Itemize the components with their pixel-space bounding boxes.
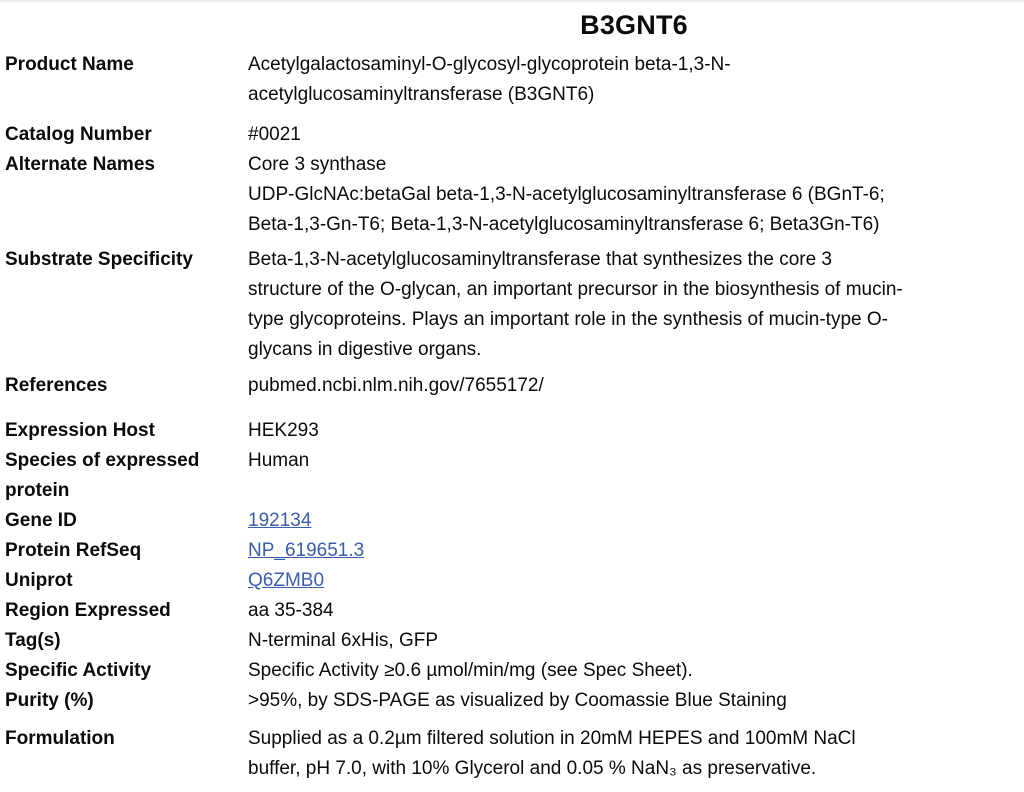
row-label-product-name: Product Name [5,54,134,75]
protein-refseq-link[interactable]: NP_619651.3 [248,540,365,561]
row-value-references [248,371,1020,401]
row-value-line [248,80,1020,110]
alternate-names-text: Core 3 synthase [248,154,387,175]
row-label-purity: Purity (%) [5,690,94,711]
page-title: B3GNT6 [580,10,688,40]
row-catalog-number [5,120,1020,150]
datasheet-page [0,2,1024,784]
row-value-line [248,120,1020,150]
formulation-text: buffer, pH 7.0, with 10% Glycerol and 0.05 % NaN₃ as preservative. [248,758,817,779]
row-value-line [248,275,1020,305]
row-value-substrate-specificity [248,245,1020,365]
row-value-line [248,446,1020,476]
row-label-references: References [5,375,108,396]
alternate-names-text: Beta-1,3-Gn-T6; Beta-1,3-N-acetylglucosaminyltransferase 6; Beta3Gn-T6) [248,214,880,235]
row-label-gene-id: Gene ID [5,510,77,531]
product-name-text: Acetylgalactosaminyl-O-glycosyl-glycoprotein beta-1,3-N- [248,54,731,75]
row-value-line [248,335,1020,365]
row-label-uniprot: Uniprot [5,570,73,591]
row-protein-refseq [5,536,1020,566]
product-name-text: acetylglucosaminyltransferase (B3GNT6) [248,84,595,105]
row-value-alternate-names [248,150,1020,240]
row-value-line [248,416,1020,446]
row-value-uniprot [248,566,1020,596]
row-value-line [248,536,1020,566]
alternate-names-text: UDP-GlcNAc:betaGal beta-1,3-N-acetylglucosaminyltransferase 6 (BGnT-6; [248,184,885,205]
row-label-substrate-specificity: Substrate Specificity [5,249,193,270]
row-value-expression-host [248,416,1020,446]
row-value-line [248,180,1020,210]
row-value-line [248,506,1020,536]
row-alternate-names [5,150,1020,240]
row-formulation [5,724,1020,784]
row-value-gene-id [248,506,1020,536]
row-value-tags [248,626,1020,656]
gene-id-link[interactable]: 192134 [248,510,312,531]
specific-activity-text: Specific Activity ≥0.6 µmol/min/mg (see Spec Sheet). [248,660,693,681]
purity-text: >95%, by SDS-PAGE as visualized by Coomassie Blue Staining [248,690,787,711]
row-uniprot [5,566,1020,596]
row-gene-id [5,506,1020,536]
row-value-catalog-number [248,120,1020,150]
row-region-expressed [5,596,1020,626]
row-value-product-name [248,50,1020,110]
row-label-protein-refseq: Protein RefSeq [5,540,142,561]
formulation-text: Supplied as a 0.2µm filtered solution in 20mM HEPES and 100mM NaCl [248,728,856,749]
row-value-protein-refseq [248,536,1020,566]
row-value-formulation [248,724,1020,784]
substrate-specificity-text: glycans in digestive organs. [248,339,482,360]
region-expressed-text: aa 35-384 [248,600,334,621]
row-value-line [248,50,1020,80]
row-label-catalog-number: Catalog Number [5,124,152,145]
row-value-line [248,566,1020,596]
references-text: pubmed.ncbi.nlm.nih.gov/7655172/ [248,375,544,396]
row-value-line [248,210,1020,240]
row-value-line [248,724,1020,754]
row-value-purity [248,686,1020,716]
substrate-specificity-text: structure of the O-glycan, an important precursor in the biosynthesis of mucin- [248,279,903,300]
spec-table [5,50,1020,784]
row-value-line [248,626,1020,656]
row-specific-activity [5,656,1020,686]
row-value-line [248,305,1020,335]
row-label-formulation: Formulation [5,728,115,749]
row-label-alternate-names: Alternate Names [5,154,155,175]
species-of-expressed-protein-text: Human [248,450,310,471]
row-label-expression-host: Expression Host [5,420,155,441]
row-value-line [248,754,1020,784]
row-label-region-expressed: Region Expressed [5,600,171,621]
row-purity [5,686,1020,716]
row-value-specific-activity [248,656,1020,686]
row-value-region-expressed [248,596,1020,626]
row-value-line [248,150,1020,180]
catalog-number-text: #0021 [248,124,301,145]
row-expression-host [5,416,1020,446]
row-tags [5,626,1020,656]
row-value-line [248,371,1020,401]
row-references [5,371,1020,401]
expression-host-text: HEK293 [248,420,319,441]
row-product-name [5,50,1020,110]
row-substrate-specificity [5,245,1020,365]
uniprot-link[interactable]: Q6ZMB0 [248,570,325,591]
row-value-species-of-expressed-protein [248,446,1020,476]
substrate-specificity-text: Beta-1,3-N-acetylglucosaminyltransferase that synthesizes the core 3 [248,249,832,270]
row-species-of-expressed-protein [5,446,1020,506]
substrate-specificity-text: type glycoproteins. Plays an important role in the synthesis of mucin-type O- [248,309,888,330]
row-label-tags: Tag(s) [5,630,61,651]
row-label-specific-activity: Specific Activity [5,660,152,681]
tags-text: N-terminal 6xHis, GFP [248,630,439,651]
row-value-line [248,596,1020,626]
row-value-line [248,245,1020,275]
row-label-species-of-expressed-protein: Species of expressed protein [5,450,200,501]
row-value-line [248,656,1020,686]
row-value-line [248,686,1020,716]
